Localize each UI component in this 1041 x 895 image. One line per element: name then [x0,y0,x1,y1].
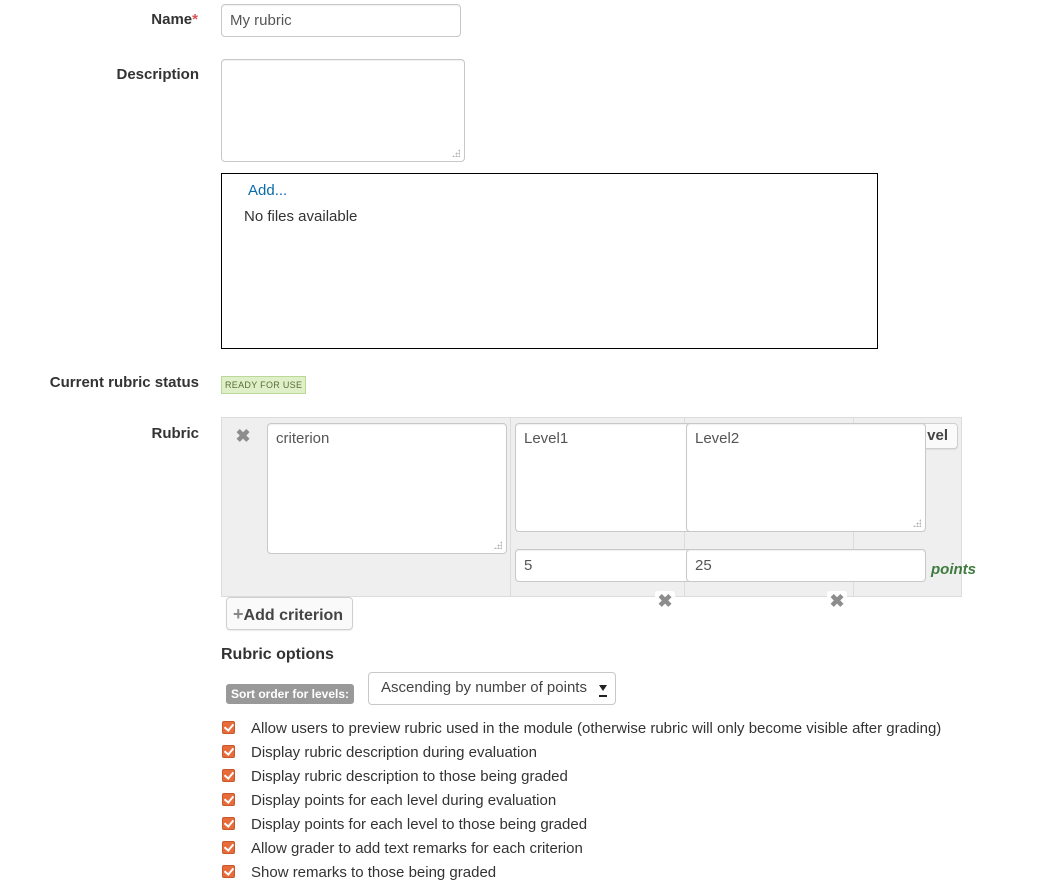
criterion-divider [510,418,511,596]
option-label: Show remarks to those being graded [251,864,497,881]
option-label: Allow users to preview rubric used in the module (otherwise rubric will only become visible after grading) [251,720,942,737]
level-2-definition[interactable] [686,423,926,532]
no-files-text: No files available [244,208,358,225]
required-mark: * [192,11,198,28]
option-label: Display rubric description to those being graded [251,768,568,785]
name-label [100,11,198,28]
name-label-text: Name [151,11,193,28]
description-textarea[interactable] [221,59,465,162]
option-label: Display points for each level to those being graded [251,816,588,833]
checkbox-checked-icon[interactable] [222,721,235,734]
resize-grip-icon[interactable] [494,541,502,549]
option-label: Display rubric description during evaluation [251,744,537,761]
checkbox-checked-icon[interactable] [222,817,235,830]
checkbox-checked-icon[interactable] [222,793,235,806]
name-input-value: My rubric [230,12,292,29]
level-1-score[interactable] [515,549,699,582]
add-level-label: vel [927,427,948,444]
level-1-definition[interactable] [515,423,699,532]
add-criterion-button[interactable] [226,597,353,630]
level-2-definition-text: Level2 [695,430,740,447]
status-badge: READY FOR USE [221,376,306,394]
add-file-link[interactable]: Add... [248,182,288,199]
checkbox-checked-icon[interactable] [222,841,235,854]
level-1-definition-text: Level1 [524,430,569,447]
level-1-score-value: 5 [524,557,533,574]
sort-order-value: Ascending by number of points [381,679,587,696]
checkbox-checked-icon[interactable] [222,769,235,782]
status-label: Current rubric status [49,374,199,391]
add-criterion-label: Add criterion [243,607,344,624]
option-label: Allow grader to add text remarks for each criterion [251,840,583,857]
delete-level-1-icon[interactable]: ✖ [655,591,675,611]
checkbox-checked-icon[interactable] [222,865,235,878]
level-2-score[interactable] [686,549,926,582]
resize-grip-icon[interactable] [452,149,460,157]
option-label: Display points for each level during evaluation [251,792,557,809]
sort-order-select[interactable] [368,672,616,705]
sort-order-label: Sort order for levels: [226,684,354,704]
level-2-score-value: 25 [695,557,712,574]
rubric-label: Rubric [151,425,199,442]
description-label: Description [116,66,199,83]
delete-level-2-icon[interactable]: ✖ [827,591,847,611]
chevron-down-icon [599,681,607,697]
criterion-textarea[interactable] [267,423,507,554]
rubric-options-title: Rubric options [221,646,334,663]
points-label: points [931,561,976,578]
name-input[interactable] [221,4,461,37]
checkbox-checked-icon[interactable] [222,745,235,758]
delete-criterion-icon[interactable]: ✖ [235,426,251,446]
resize-grip-icon[interactable] [913,519,921,527]
plus-icon: + [233,604,244,624]
criterion-text: criterion [276,430,330,447]
file-picker [221,173,878,349]
